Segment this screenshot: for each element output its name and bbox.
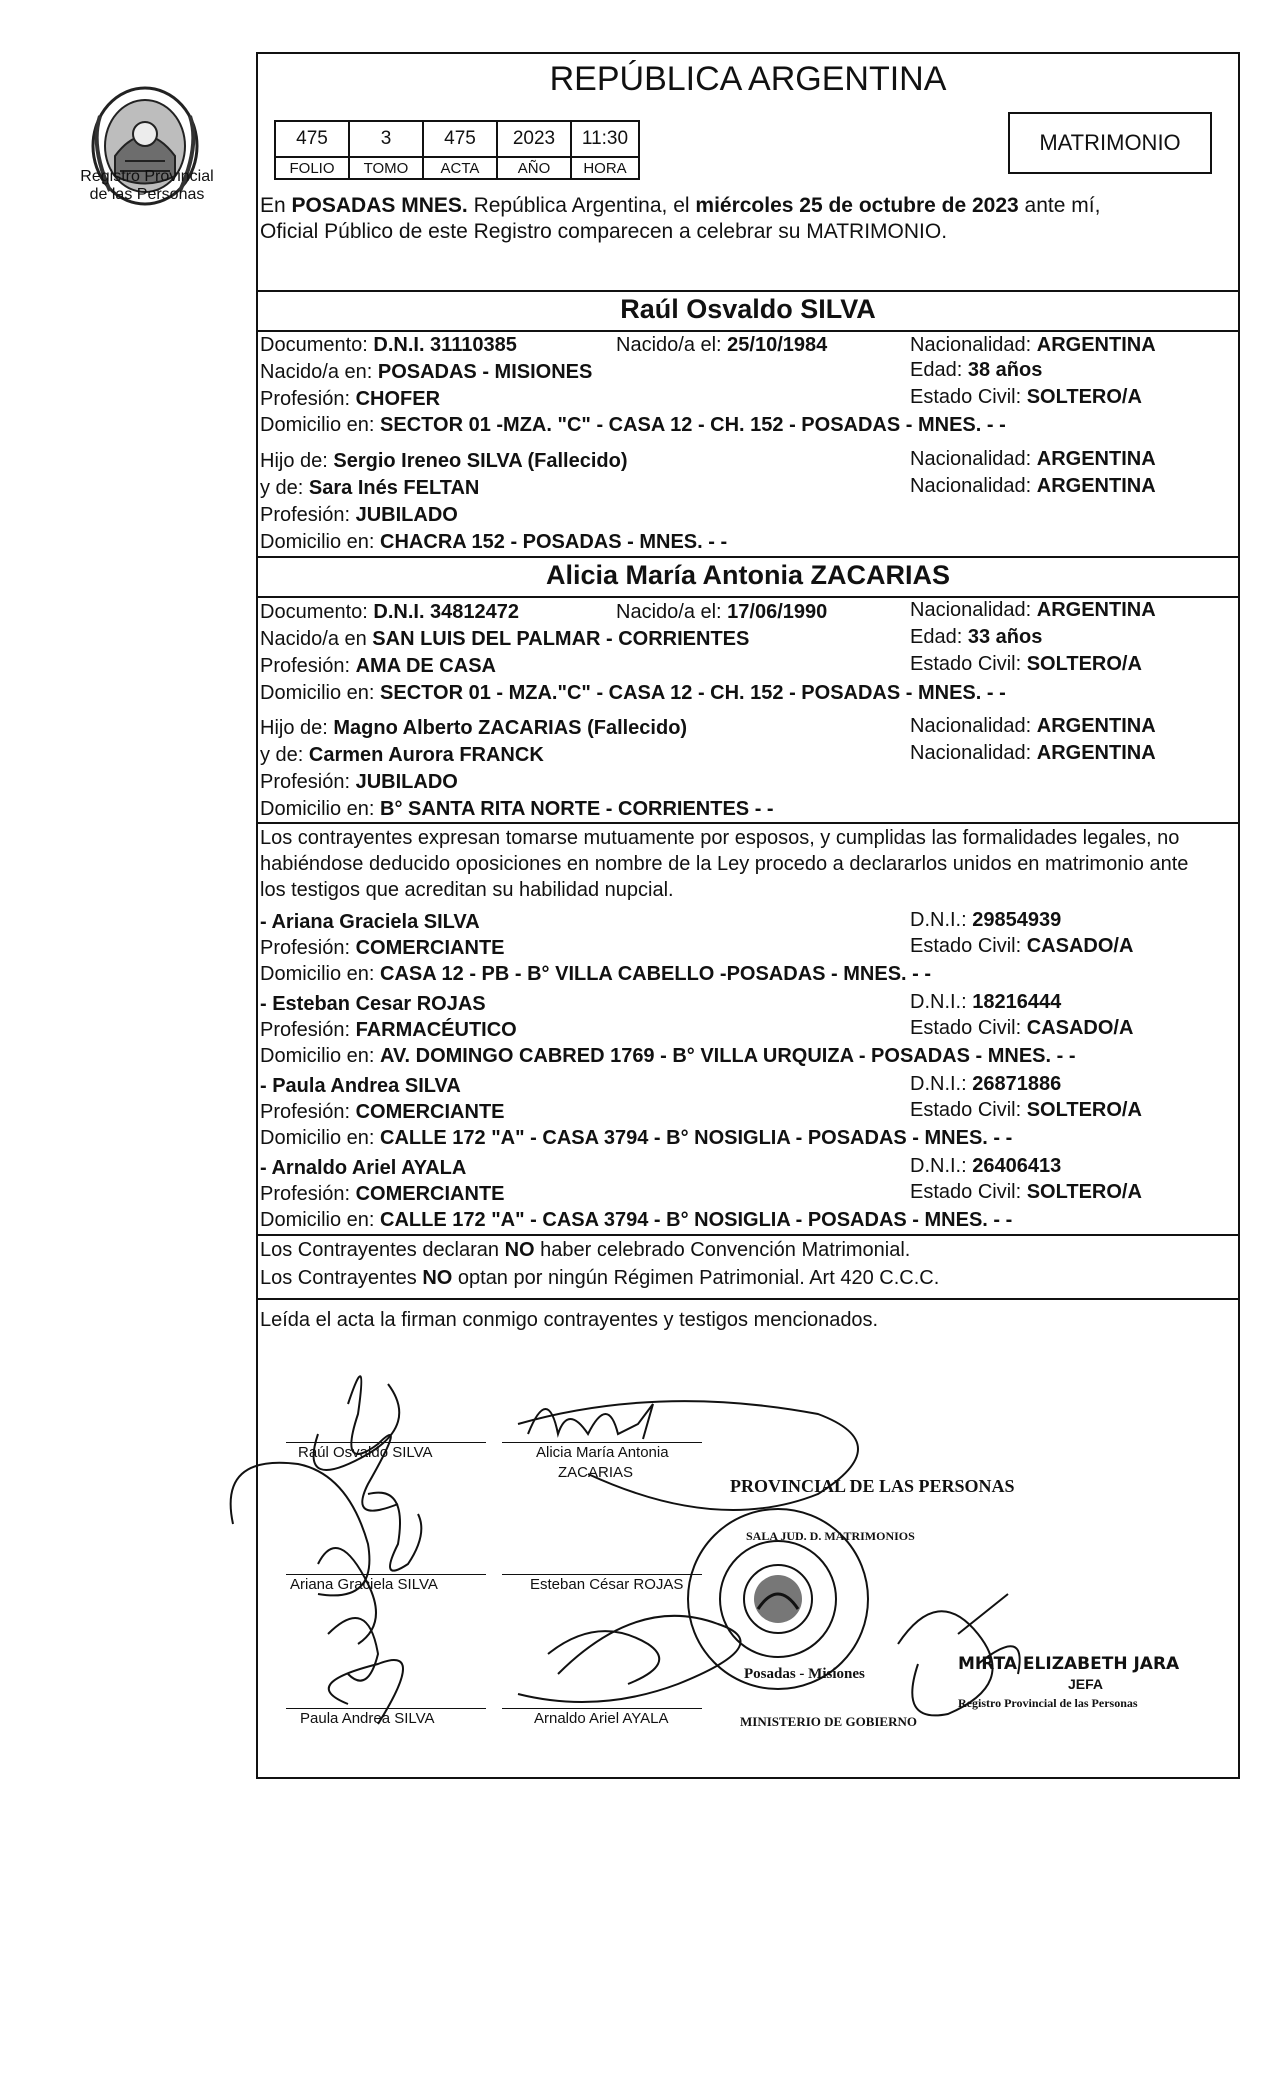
convention-line2: Los Contrayentes NO optan por ningún Régimen Patrimonial. Art 420 C.C.C. (260, 1267, 940, 1289)
official-stamp-seal (678, 1469, 878, 1739)
acta-value: 475 (423, 121, 497, 157)
signature-label-raul: Raúl Osvaldo SILVA (298, 1444, 433, 1461)
contrayente1-name: Raúl Osvaldo SILVA (620, 294, 876, 324)
witness1-civil-status: Estado Civil: CASADO/A (910, 935, 1134, 957)
convention-line1: Los Contrayentes declaran NO haber celebrado Convención Matrimonial. (260, 1239, 911, 1261)
intro-place: POSADAS MNES. (291, 194, 468, 217)
official-name: MIRTA ELIZABETH JARA (958, 1654, 1180, 1674)
logo-caption (52, 168, 242, 204)
witness2-dni: D.N.I.: 18216444 (910, 991, 1062, 1013)
c1-nationality: Nacionalidad: ARGENTINA (910, 334, 1156, 356)
divider (258, 822, 1238, 824)
witness1-address: Domicilio en: CASA 12 - PB - B° VILLA CABELLO -POSADAS - MNES. - - (260, 963, 932, 985)
c2-nationality: Nacionalidad: ARGENTINA (910, 599, 1156, 621)
stamp-base-text: MINISTERIO DE GOBIERNO (740, 1714, 917, 1729)
witness4-address: Domicilio en: CALLE 172 "A" - CASA 3794 - B° NOSIGLIA - POSADAS - MNES. - - (260, 1209, 1013, 1231)
c1-profession: Profesión: CHOFER (260, 388, 441, 410)
c2-father-nationality: Nacionalidad: ARGENTINA (910, 715, 1156, 737)
witness3-profession: Profesión: COMERCIANTE (260, 1101, 505, 1123)
official-role: JEFA (1068, 1676, 1104, 1692)
declaration-line1: Los contrayentes expresan tomarse mutuamente por esposos, y cumplidas las formalidades legales, no (260, 827, 1180, 849)
c1-parents-profession: Profesión: JUBILADO (260, 504, 458, 526)
signature-label-paula: Paula Andrea SILVA (300, 1710, 435, 1727)
c2-document: Documento: D.N.I. 34812472 (260, 601, 520, 623)
witness2-civil-status: Estado Civil: CASADO/A (910, 1017, 1134, 1039)
stamp-inner-text: SALA JUD. D. MATRIMONIOS (746, 1529, 915, 1543)
witness2-name: - Esteban Cesar ROJAS (260, 993, 486, 1015)
divider (258, 556, 1238, 558)
c1-father-nationality: Nacionalidad: ARGENTINA (910, 448, 1156, 470)
intro-text-c: ante mí, (1018, 194, 1101, 217)
divider (258, 1234, 1238, 1236)
witness4-civil-status: Estado Civil: SOLTERO/A (910, 1181, 1142, 1203)
signature-label-alicia-1: Alicia María Antonia (536, 1444, 669, 1461)
witness3-address: Domicilio en: CALLE 172 "A" - CASA 3794 - B° NOSIGLIA - POSADAS - MNES. - - (260, 1127, 1013, 1149)
witness1-profession: Profesión: COMERCIANTE (260, 937, 505, 959)
c2-civil-status: Estado Civil: SOLTERO/A (910, 653, 1142, 675)
witness2-address: Domicilio en: AV. DOMINGO CABRED 1769 - B° VILLA URQUIZA - POSADAS - MNES. - - (260, 1045, 1076, 1067)
signature-label-arnaldo: Arnaldo Ariel AYALA (534, 1710, 669, 1727)
divider (258, 1298, 1238, 1300)
anio-value: 2023 (497, 121, 571, 157)
official-office: Registro Provincial de las Personas (958, 1696, 1138, 1710)
witness4-dni: D.N.I.: 26406413 (910, 1155, 1062, 1177)
stamp-outer-text: PROVINCIAL DE LAS PERSONAS (730, 1476, 1015, 1496)
logo-caption-line1: Registro Provincial (80, 168, 214, 185)
acta-label: ACTA (423, 157, 497, 179)
c2-profession: Profesión: AMA DE CASA (260, 655, 496, 677)
c2-birthplace: Nacido/a en SAN LUIS DEL PALMAR - CORRIENTES (260, 628, 750, 650)
witness3-civil-status: Estado Civil: SOLTERO/A (910, 1099, 1142, 1121)
folio-value: 475 (275, 121, 349, 157)
c1-document: Documento: D.N.I. 31110385 (260, 334, 517, 356)
c1-birthdate: Nacido/a el: 25/10/1984 (616, 334, 828, 356)
intro-date: miércoles 25 de octubre de 2023 (695, 194, 1019, 217)
witness1-name: - Ariana Graciela SILVA (260, 911, 480, 933)
anio-label: AÑO (497, 157, 571, 179)
divider (258, 330, 1238, 332)
intro-line1 (260, 194, 1100, 218)
signature-label-ariana: Ariana Graciela SILVA (290, 1576, 438, 1593)
c1-birthplace: Nacido/a en: POSADAS - MISIONES (260, 361, 593, 383)
c1-civil-status: Estado Civil: SOLTERO/A (910, 386, 1142, 408)
c2-mother: y de: Carmen Aurora FRANCK (260, 744, 544, 766)
hora-value: 11:30 (571, 121, 639, 157)
divider (258, 290, 1238, 292)
intro-text-a: En (260, 194, 292, 217)
declaration-line2: habiéndose deducido oposiciones en nombre de la Ley procedo a declararlos unidos en matrimonio ante (260, 853, 1189, 875)
page-title: REPÚBLICA ARGENTINA (549, 60, 947, 98)
logo-caption-line2: de las Personas (89, 186, 205, 203)
c2-parents-profession: Profesión: JUBILADO (260, 771, 458, 793)
record-type-box: MATRIMONIO (1008, 112, 1212, 174)
c2-address: Domicilio en: SECTOR 01 - MZA."C" - CASA 12 - CH. 152 - POSADAS - MNES. - - (260, 682, 1006, 704)
tomo-label: TOMO (349, 157, 423, 179)
c2-father: Hijo de: Magno Alberto ZACARIAS (Fallecido) (260, 717, 688, 739)
witness1-dni: D.N.I.: 29854939 (910, 909, 1062, 931)
hora-label: HORA (571, 157, 639, 179)
witness3-name: - Paula Andrea SILVA (260, 1075, 461, 1097)
marriage-certificate (256, 52, 1240, 1779)
signature-label-esteban: Esteban César ROJAS (530, 1576, 684, 1593)
contrayente2-name: Alicia María Antonia ZACARIAS (545, 560, 951, 590)
c2-parents-address: Domicilio en: B° SANTA RITA NORTE - CORRIENTES - - (260, 798, 774, 820)
witness4-profession: Profesión: COMERCIANTE (260, 1183, 505, 1205)
record-meta-table (274, 120, 640, 180)
c1-address: Domicilio en: SECTOR 01 -MZA. "C" - CASA 12 - CH. 152 - POSADAS - MNES. - - (260, 414, 1006, 436)
stamp-bottom-text: Posadas - Misiones (744, 1666, 865, 1682)
c2-birthdate: Nacido/a el: 17/06/1990 (616, 601, 828, 623)
folio-label: FOLIO (275, 157, 349, 179)
witness3-dni: D.N.I.: 26871886 (910, 1073, 1062, 1095)
declaration-line3: los testigos que acreditan su habilidad nupcial. (260, 879, 674, 901)
c2-age: Edad: 33 años (910, 626, 1043, 648)
intro-text-b: República Argentina, el (467, 194, 696, 217)
c2-mother-nationality: Nacionalidad: ARGENTINA (910, 742, 1156, 764)
c1-parents-address: Domicilio en: CHACRA 152 - POSADAS - MNES. - - (260, 531, 728, 553)
c1-father: Hijo de: Sergio Ireneo SILVA (Fallecido) (260, 450, 628, 472)
intro-line2: Oficial Público de este Registro comparecen a celebrar su MATRIMONIO. (260, 220, 948, 243)
closing-text: Leída el acta la firman conmigo contrayentes y testigos mencionados. (260, 1309, 879, 1331)
c1-mother: y de: Sara Inés FELTAN (260, 477, 480, 499)
witness2-profession: Profesión: FARMACÉUTICO (260, 1019, 517, 1041)
c1-mother-nationality: Nacionalidad: ARGENTINA (910, 475, 1156, 497)
tomo-value: 3 (349, 121, 423, 157)
c1-age: Edad: 38 años (910, 359, 1043, 381)
witness4-name: - Arnaldo Ariel AYALA (260, 1157, 467, 1179)
signature-label-alicia-2: ZACARIAS (558, 1464, 634, 1481)
